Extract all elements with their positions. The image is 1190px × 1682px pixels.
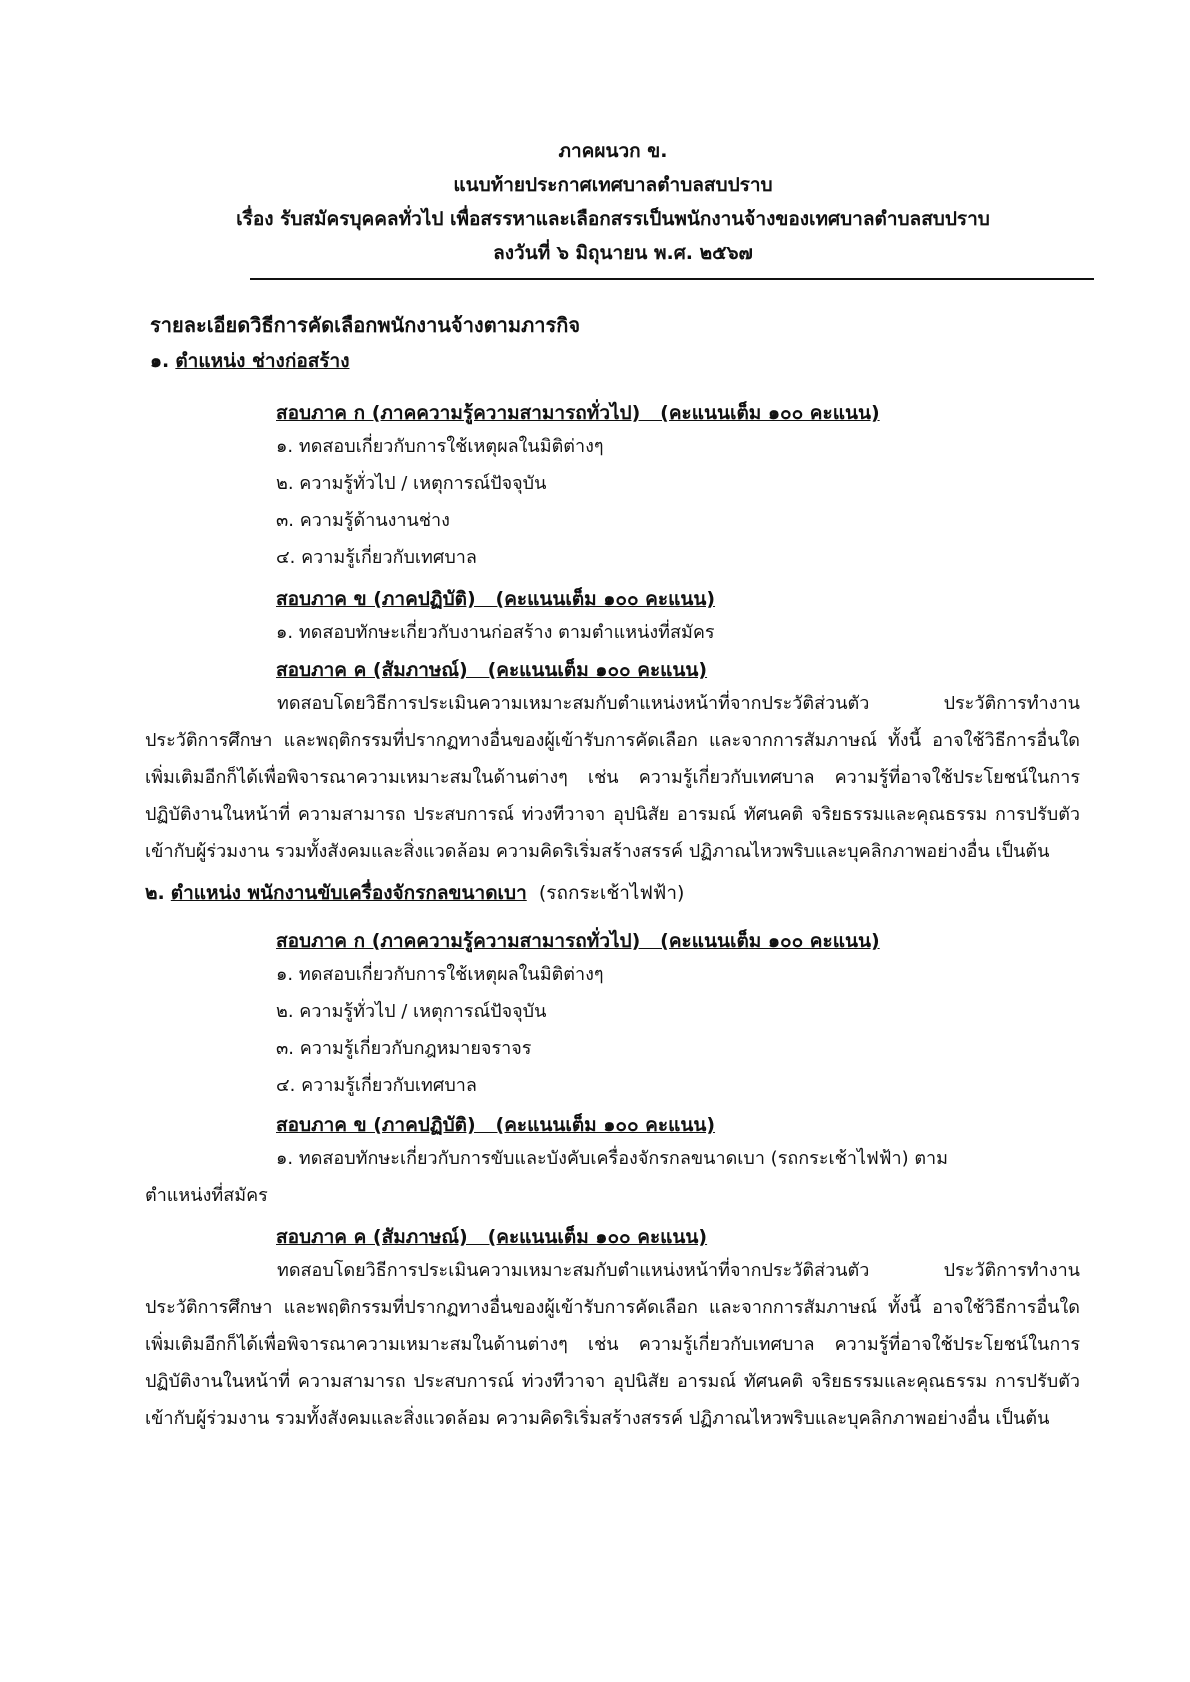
part-b-text-continued: ตำแหน่งที่สมัคร bbox=[145, 1185, 268, 1206]
position-heading bbox=[145, 878, 1080, 908]
announcement-title: แนบท้ายประกาศเทศบาลตำบลสบปราบ bbox=[453, 174, 773, 196]
list-item: ๓. ความรู้เกี่ยวกับกฎหมายจราจร bbox=[276, 1038, 532, 1059]
list-item: ๒. ความรู้ทั่วไป / เหตุการณ์ปัจจุบัน bbox=[276, 1001, 547, 1022]
part-c-text: ทดสอบโดยวิธีการประเมินความเหมาะสมกับตำแหน่งหน้าที่จากประวัติส่วนตัว ประวัติการทำงาน ประวัติการศึกษา และพฤติกรรมที่ปรากฏทางอื่นของผู้เข้ารับการคัดเลือก และจากการสัมภาษณ์ ทั้งนี้ อาจใช้วิธีการอื่นใดเพิ่มเติมอีกก็ได้เพื่อพิจารณาความเหมาะสมในด้านต่างๆ เช่น ความรู้เกี่ยวกับเทศบาล ความรู้ที่อาจใช้ประโยชน์ในการปฏิบัติงานในหน้าที่ ความสามารถ ประสบการณ์ ท่วงทีวาจา อุปนิสัย อารมณ์ ทัศนคติ จริยธรรมและคุณธรรม การปรับตัวเข้ากับผู้ร่วมงาน รวมทั้งสังคมและสิ่งแวดล้อม ความคิดริเริ่มสร้างสรรค์ ปฏิภาณไหวพริบและบุคลิกภาพอย่างอื่น เป็นต้น bbox=[145, 693, 1080, 862]
part-b-title: สอบภาค ข (ภาคปฏิบัติ) (คะแนนเต็ม ๑๐๐ คะแนน) bbox=[276, 1114, 716, 1136]
part-a-title: สอบภาค ก (ภาคความรู้ความสามารถทั่วไป) (คะแนนเต็ม ๑๐๐ คะแนน) bbox=[276, 402, 880, 424]
part-a-title: สอบภาค ก (ภาคความรู้ความสามารถทั่วไป) (คะแนนเต็ม ๑๐๐ คะแนน) bbox=[276, 930, 880, 952]
part-c-paragraph bbox=[145, 1252, 1080, 1437]
appendix-title: ภาคผนวก ข. bbox=[558, 140, 668, 162]
part-c-title: สอบภาค ค (สัมภาษณ์) (คะแนนเต็ม ๑๐๐ คะแนน) bbox=[276, 659, 708, 681]
position-number: ๒. bbox=[145, 882, 165, 904]
part-b-title: สอบภาค ข (ภาคปฏิบัติ) (คะแนนเต็ม ๑๐๐ คะแนน) bbox=[276, 588, 716, 610]
part-b-text: ๑. ทดสอบทักษะเกี่ยวกับงานก่อสร้าง ตามตำแหน่งที่สมัคร bbox=[276, 622, 715, 643]
list-item: ๒. ความรู้ทั่วไป / เหตุการณ์ปัจจุบัน bbox=[276, 473, 547, 494]
part-c-text: ทดสอบโดยวิธีการประเมินความเหมาะสมกับตำแหน่งหน้าที่จากประวัติส่วนตัว ประวัติการทำงาน ประวัติการศึกษา และพฤติกรรมที่ปรากฏทางอื่นของผู้เข้ารับการคัดเลือก และจากการสัมภาษณ์ ทั้งนี้ อาจใช้วิธีการอื่นใดเพิ่มเติมอีกก็ได้เพื่อพิจารณาความเหมาะสมในด้านต่างๆ เช่น ความรู้เกี่ยวกับเทศบาล ความรู้ที่อาจใช้ประโยชน์ในการปฏิบัติงานในหน้าที่ ความสามารถ ประสบการณ์ ท่วงทีวาจา อุปนิสัย อารมณ์ ทัศนคติ จริยธรรมและคุณธรรม การปรับตัวเข้ากับผู้ร่วมงาน รวมทั้งสังคมและสิ่งแวดล้อม ความคิดริเริ่มสร้างสรรค์ ปฏิภาณไหวพริบและบุคลิกภาพอย่างอื่น เป็นต้น bbox=[145, 1260, 1080, 1429]
position-suffix: (รถกระเช้าไฟฟ้า) bbox=[526, 882, 685, 904]
position-label: ตำแหน่ง ช่างก่อสร้าง bbox=[175, 350, 350, 372]
announcement-subject: เรื่อง รับสมัครบุคคลทั่วไป เพื่อสรรหาและเลือกสรรเป็นพนักงานจ้างของเทศบาลตำบลสบปราบ bbox=[236, 208, 990, 230]
part-b-text: ๑. ทดสอบทักษะเกี่ยวกับการขับและบังคับเครื่องจักรกลขนาดเบา (รถกระเช้าไฟฟ้า) ตาม bbox=[276, 1148, 949, 1169]
announcement-date: ลงวันที่ ๖ มิถุนายน พ.ศ. ๒๕๖๗ bbox=[493, 242, 753, 264]
document-header bbox=[150, 134, 1076, 270]
position-heading bbox=[150, 346, 1080, 376]
section-title: รายละเอียดวิธีการคัดเลือกพนักงานจ้างตามภารกิจ bbox=[150, 313, 581, 337]
list-item: ๑. ทดสอบเกี่ยวกับการใช้เหตุผลในมิติต่างๆ bbox=[276, 436, 604, 457]
position-number: ๑. bbox=[150, 350, 170, 372]
list-item: ๔. ความรู้เกี่ยวกับเทศบาล bbox=[276, 547, 477, 568]
list-item: ๑. ทดสอบเกี่ยวกับการใช้เหตุผลในมิติต่างๆ bbox=[276, 964, 604, 985]
part-c-paragraph bbox=[145, 685, 1080, 870]
list-item: ๔. ความรู้เกี่ยวกับเทศบาล bbox=[276, 1075, 477, 1096]
position-label: ตำแหน่ง พนักงานขับเครื่องจักรกลขนาดเบา bbox=[170, 882, 527, 904]
part-c-title: สอบภาค ค (สัมภาษณ์) (คะแนนเต็ม ๑๐๐ คะแนน) bbox=[276, 1226, 708, 1248]
header-divider bbox=[250, 278, 1094, 280]
list-item: ๓. ความรู้ด้านงานช่าง bbox=[276, 510, 450, 531]
